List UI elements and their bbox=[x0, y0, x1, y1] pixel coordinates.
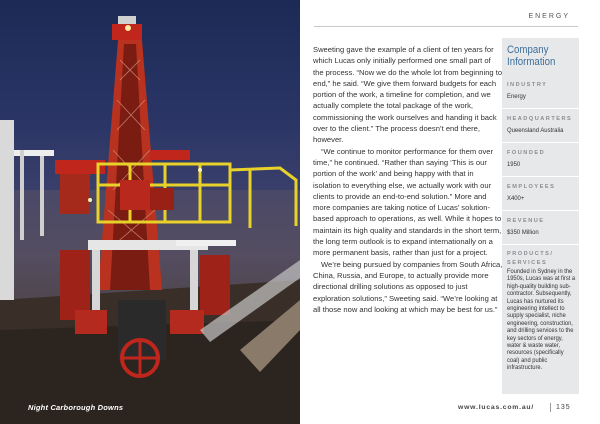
header-divider bbox=[314, 26, 578, 27]
article-paragraph: We’re being pursued by companies from South Africa, China, Russia, and Europe, to actually provide more directional drilling solutions as opposed to just exploration solutions,” Sweeting said. “We’re looking at all those now and looking at which may be best for us.” bbox=[313, 259, 503, 314]
sidebar-divider bbox=[502, 142, 579, 143]
products-value: Founded in Sydney in the 1950s, Lucas was at first a high-quality building sub-contractor. Subsequently, Lucas has nurtured its engineering intellect to supply specialist, niche engineering, construction, and drilling services to the key sectors of energy, water & waste water, resources (specifically coal) and public infrastructure. bbox=[507, 268, 576, 372]
industry-label: INDUSTRY bbox=[507, 82, 548, 88]
headquarters-value: Queensland Australia bbox=[507, 127, 564, 134]
employees-label: EMPLOYEES bbox=[507, 184, 556, 190]
sidebar-divider bbox=[502, 244, 579, 245]
headquarters-label: HEADQUARTERS bbox=[507, 116, 573, 122]
article-paragraph: “We continue to monitor performance for them over time,” he continued. “Rather than saying ‘This is our portion of the work’ and being happy with that in isolation to everything else, we actually work with our clients to provide an end-to-end solution.” More and more companies are taking notice of Lucas’ solution-based approach to operations, as well. While it hopes to maintain its high quality and standards in the short term, the long term outlook is to expand internationally on a more permanent basis, rather than just for a project. bbox=[313, 146, 502, 258]
employees-value: X400+ bbox=[507, 195, 525, 202]
industry-value: Energy bbox=[507, 93, 526, 100]
section-label: ENERGY bbox=[528, 13, 570, 20]
photo-caption: Night Carborough Downs bbox=[28, 403, 124, 412]
revenue-label: REVENUE bbox=[507, 218, 545, 224]
founded-value: 1950 bbox=[507, 161, 521, 168]
products-label: PRODUCTS/ SERVICES bbox=[507, 251, 554, 266]
founded-label: FOUNDED bbox=[507, 150, 546, 156]
sidebar-divider bbox=[502, 108, 579, 109]
revenue-value: $350 Million bbox=[507, 229, 539, 236]
sidebar-divider bbox=[502, 210, 579, 211]
sidebar-title: Company Information bbox=[507, 44, 556, 68]
article-paragraph: Sweeting gave the example of a client of ten years for which Lucas only initially performed one small part of the process. “Now we do the whole lot from beginning to end,” he said. “We give them forward budgets for each portion of the work, a timeline for completion, and we actually complete the total package of the work, commissioning the work ourselves and handing it back over to the client.” The process doesn’t end there, however. bbox=[313, 45, 503, 145]
article-page bbox=[300, 0, 600, 424]
article-body bbox=[313, 44, 503, 315]
page-number: 135 bbox=[556, 404, 571, 411]
sidebar-divider bbox=[502, 176, 579, 177]
footer-url[interactable]: www.lucas.com.au/ bbox=[458, 404, 535, 411]
company-info-sidebar bbox=[502, 38, 579, 394]
footer-divider bbox=[550, 403, 551, 412]
